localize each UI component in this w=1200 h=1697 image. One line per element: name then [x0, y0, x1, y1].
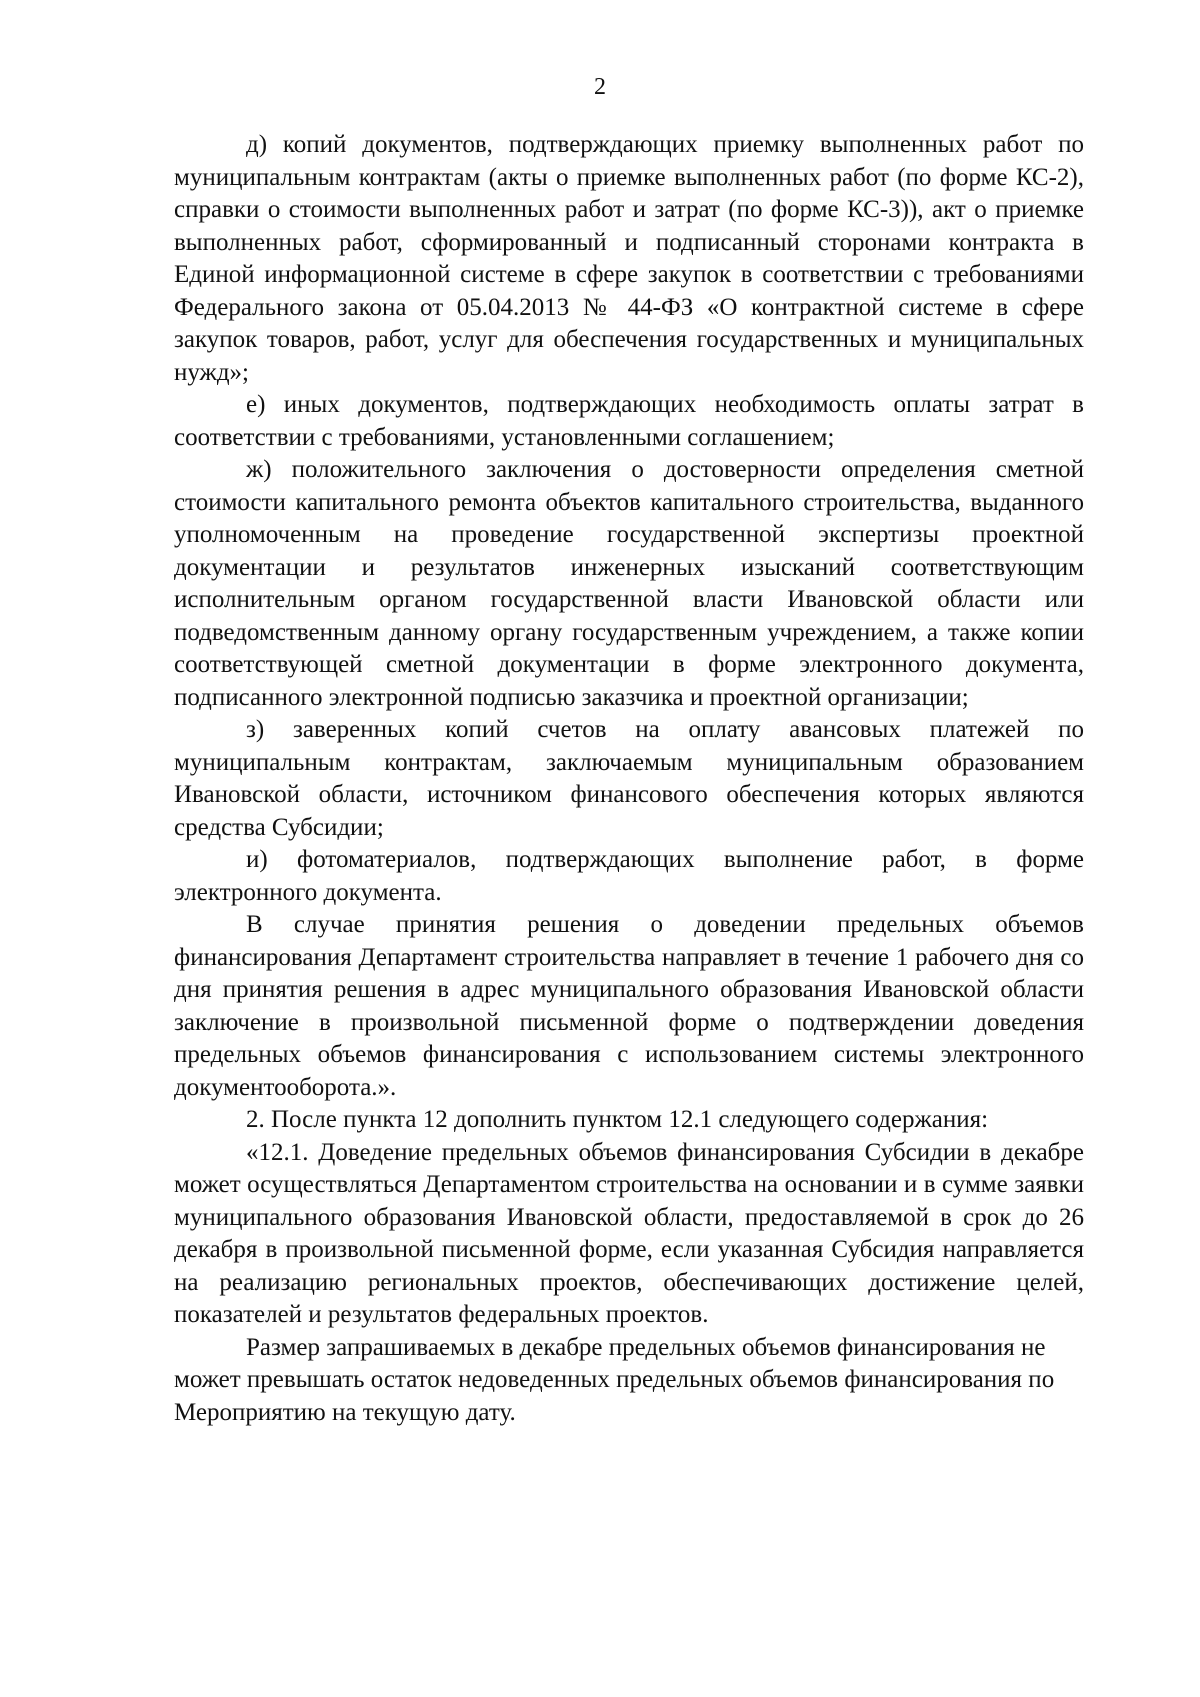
paragraph-i: и) фотоматериалов, подтверждающих выполнение работ, в форме электронного документа.	[174, 846, 1084, 906]
paragraph-e: е) иных документов, подтверждающих необходимость оплаты затрат в соответствии с требованиями, установленными соглашением;	[174, 391, 1084, 451]
page-number: 2	[594, 74, 606, 100]
paragraph-item-2: 2. После пункта 12 дополнить пунктом 12.1 следующего содержания:	[246, 1106, 989, 1133]
paragraph-z: з) заверенных копий счетов на оплату авансовых платежей по муниципальным контрактам, заключаемым муниципальным образованием Ивановской области, источником финансового обеспечения которых являются средства Субсидии;	[174, 716, 1084, 841]
paragraph-amount-limit: Размер запрашиваемых в декабре предельных объемов финансирования не может превышать остаток недоведенных предельных объемов финансирования по Мероприятию на текущую дату.	[174, 1333, 1055, 1426]
paragraph-zh: ж) положительного заключения о достоверности определения сметной стоимости капитального ремонта объектов капитального строительства, выданного уполномоченным на проведение государственной экспертизы проектной документации и результатов инженерных изысканий соответствующим исполнительным органом государственной власти Ивановской области или подведомственным данному органу государственным учреждением, а также копии соответствующей сметной документации в форме электронного документа, подписанного электронной подписью заказчика и проектной организации;	[174, 456, 1084, 711]
paragraph-decision: В случае принятия решения о доведении предельных объемов финансирования Департамент строительства направляет в течение 1 рабочего дня со дня принятия решения в адрес муниципального образования Ивановской области заключение в произвольной письменной форме о подтверждении доведения предельных объемов финансирования с использованием системы электронного документооборота.».	[174, 911, 1084, 1101]
document-body	[174, 129, 1084, 1429]
paragraph-12-1: «12.1. Доведение предельных объемов финансирования Субсидии в декабре может осуществляться Департаментом строительства на основании и в сумме заявки муниципального образования Ивановской области, предоставляемой в срок до 26 декабря в произвольной письменной форме, если указанная Субсидия направляется на реализацию региональных проектов, обеспечивающих достижение целей, показателей и результатов федеральных проектов.	[174, 1138, 1084, 1328]
paragraph-d: д) копий документов, подтверждающих приемку выполненных работ по муниципальным контрактам (акты о приемке выполненных работ (по форме КС-2), справки о стоимости выполненных работ и затрат (по форме КС-3)), акт о приемке выполненных работ, сформированный и подписанный сторонами контракта в Единой информационной системе в сфере закупок в соответствии с требованиями Федерального закона от 05.04.2013 № 44-ФЗ «О контрактной системе в сфере закупок товаров, работ, услуг для обеспечения государственных и муниципальных нужд»;	[174, 131, 1084, 386]
